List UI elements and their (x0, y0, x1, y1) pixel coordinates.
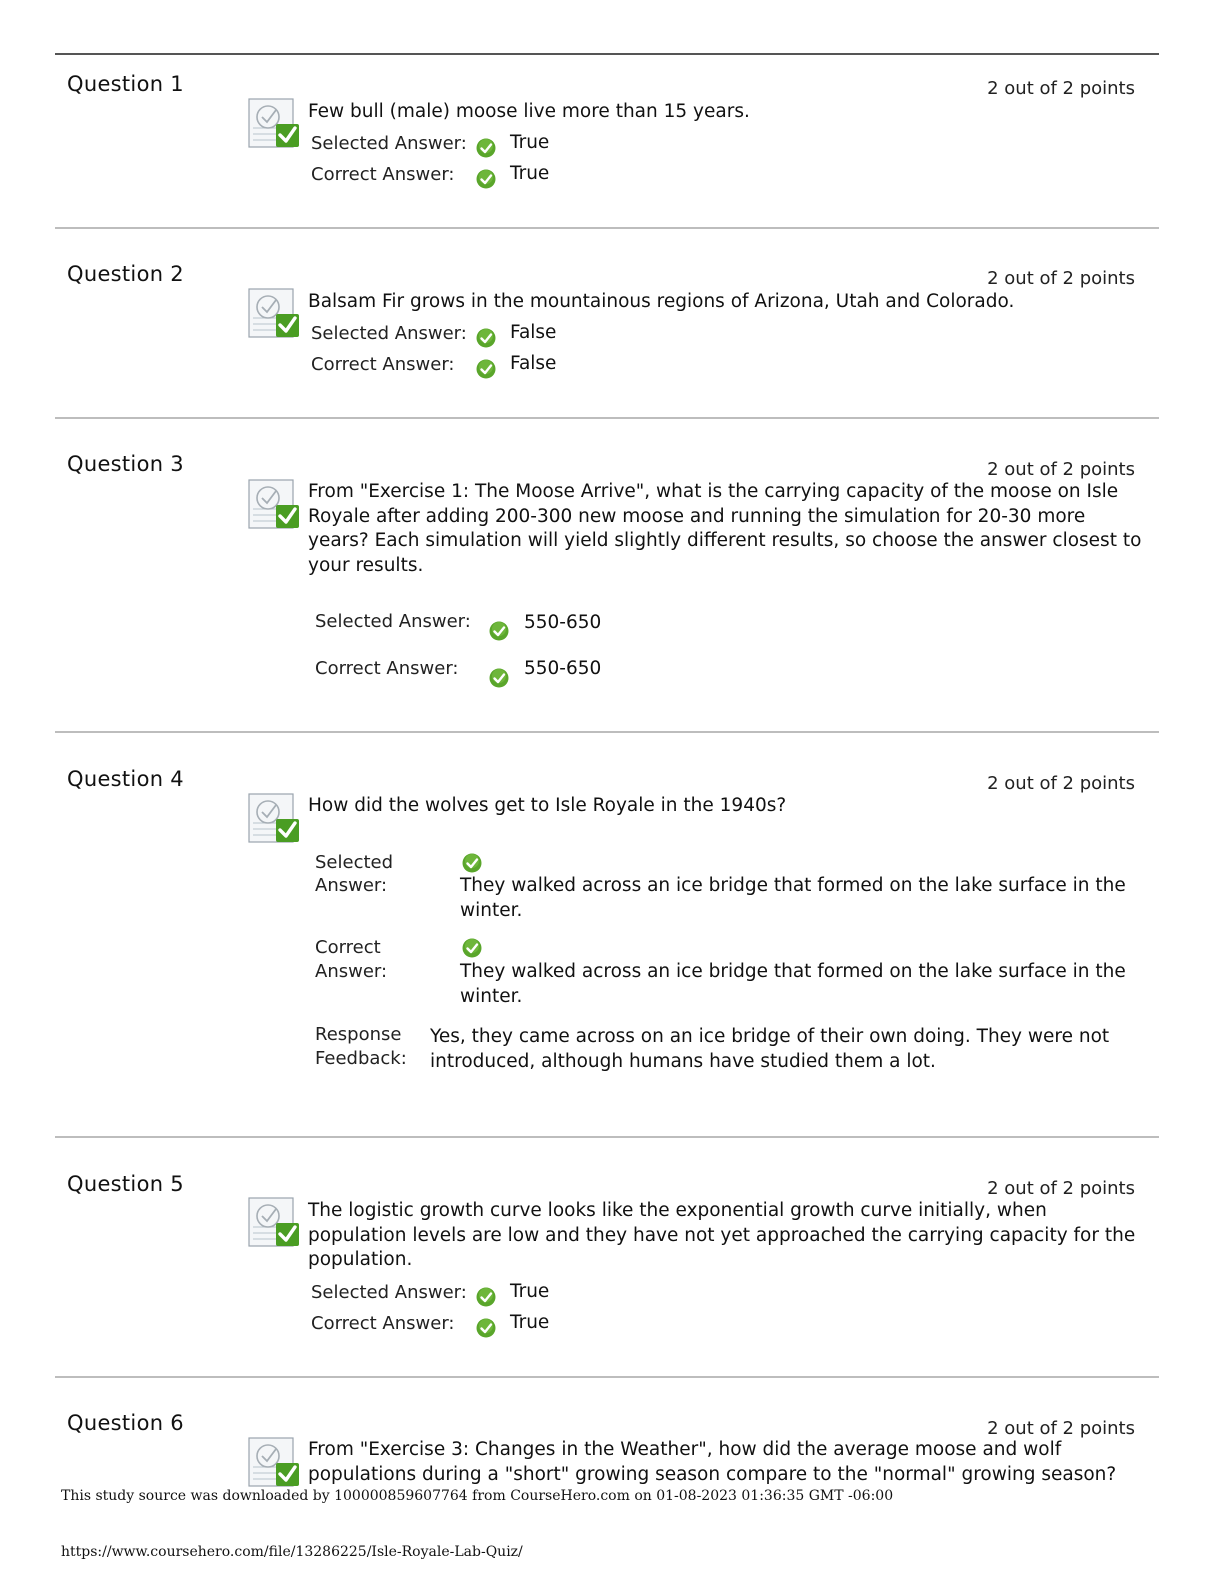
question-title: Question 3 (67, 452, 184, 476)
selected-answer-label: Selected Answer: (311, 133, 467, 154)
points-score: 2 out of 2 points (987, 268, 1135, 289)
points-score: 2 out of 2 points (987, 1178, 1135, 1199)
graded-correct-icon (248, 1437, 300, 1489)
response-feedback-text: Yes, they came across on an ice bridge of their own doing. They were not introduced, although humans have studied them a lot. (430, 1026, 1110, 1072)
question-title: Question 2 (67, 262, 184, 286)
graded-correct-icon (248, 479, 300, 531)
correct-answer-label: Correct Answer: (315, 658, 459, 679)
selected-answer-label: Selected Answer: (311, 323, 467, 344)
correct-answer-label: Correct Answer: (311, 164, 455, 185)
correct-answer-value: 550-650 (524, 658, 602, 679)
check-circle-icon (476, 169, 496, 189)
check-circle-icon (476, 1318, 496, 1338)
check-circle-icon (476, 359, 496, 379)
selected-answer-value: False (510, 322, 557, 343)
points-score: 2 out of 2 points (987, 1418, 1135, 1439)
question-text: Balsam Fir grows in the mountainous regions of Arizona, Utah and Colorado. (308, 291, 1015, 312)
selected-answer-value: True (510, 132, 550, 153)
source-url[interactable]: https://www.coursehero.com/file/13286225/Isle-Royale-Lab-Quiz/ (61, 1544, 523, 1560)
question-separator (55, 1136, 1159, 1138)
question-title: Question 6 (67, 1411, 184, 1435)
question-text: Few bull (male) moose live more than 15 years. (308, 101, 750, 122)
question-title: Question 1 (67, 72, 184, 96)
check-circle-icon (476, 1287, 496, 1307)
check-circle-icon (476, 328, 496, 348)
answer-label: Answer: (315, 875, 388, 896)
download-source-note: This study source was downloaded by 100000859607764 from CourseHero.com on 01-08-2023 01:36:35 GMT -06:00 (61, 1488, 894, 1504)
top-rule (55, 53, 1159, 55)
question-separator (55, 1376, 1159, 1378)
question-text: How did the wolves get to Isle Royale in the 1940s? (308, 795, 787, 816)
check-circle-icon (489, 668, 509, 688)
feedback-label: Feedback: (315, 1048, 407, 1069)
check-circle-icon (489, 621, 509, 641)
check-circle-icon (462, 938, 482, 958)
answer-label: Answer: (315, 961, 388, 982)
question-separator (55, 731, 1159, 733)
correct-answer-value: They walked across an ice bridge that formed on the lake surface in the winter. (460, 961, 1126, 1007)
selected-label: Selected (315, 852, 394, 873)
selected-answer-value: 550-650 (524, 612, 602, 633)
points-score: 2 out of 2 points (987, 459, 1135, 480)
graded-correct-icon (248, 288, 300, 340)
selected-answer-label: Selected Answer: (311, 1282, 467, 1303)
question-separator (55, 227, 1159, 229)
selected-answer-label: Selected Answer: (315, 611, 471, 632)
graded-correct-icon (248, 1197, 300, 1249)
correct-answer-value: True (510, 163, 550, 184)
selected-answer-value: True (510, 1281, 550, 1302)
question-text: From "Exercise 3: Changes in the Weather", how did the average moose and wolf populations during a "short" growing season compare to the "normal" growing season? (308, 1439, 1117, 1485)
response-label: Response (315, 1024, 402, 1045)
question-title: Question 5 (67, 1172, 184, 1196)
points-score: 2 out of 2 points (987, 773, 1135, 794)
check-circle-icon (462, 853, 482, 873)
correct-answer-label: Correct Answer: (311, 1313, 455, 1334)
question-text: The logistic growth curve looks like the exponential growth curve initially, when population levels are low and they have not yet approached the carrying capacity for the population. (308, 1200, 1136, 1270)
question-text: From "Exercise 1: The Moose Arrive", what is the carrying capacity of the moose on Isle Royale after adding 200-300 new moose and running the simulation for 20-30 more years? Each simulation will yield slightly different results, so choose the answer closest to your results. (308, 481, 1142, 576)
check-circle-icon (476, 138, 496, 158)
question-separator (55, 417, 1159, 419)
correct-answer-value: True (510, 1312, 550, 1333)
question-title: Question 4 (67, 767, 184, 791)
graded-correct-icon (248, 98, 300, 150)
correct-answer-value: False (510, 353, 557, 374)
points-score: 2 out of 2 points (987, 78, 1135, 99)
graded-correct-icon (248, 793, 300, 845)
correct-answer-label: Correct Answer: (311, 354, 455, 375)
selected-answer-value: They walked across an ice bridge that formed on the lake surface in the winter. (460, 875, 1126, 921)
correct-label: Correct (315, 937, 381, 958)
